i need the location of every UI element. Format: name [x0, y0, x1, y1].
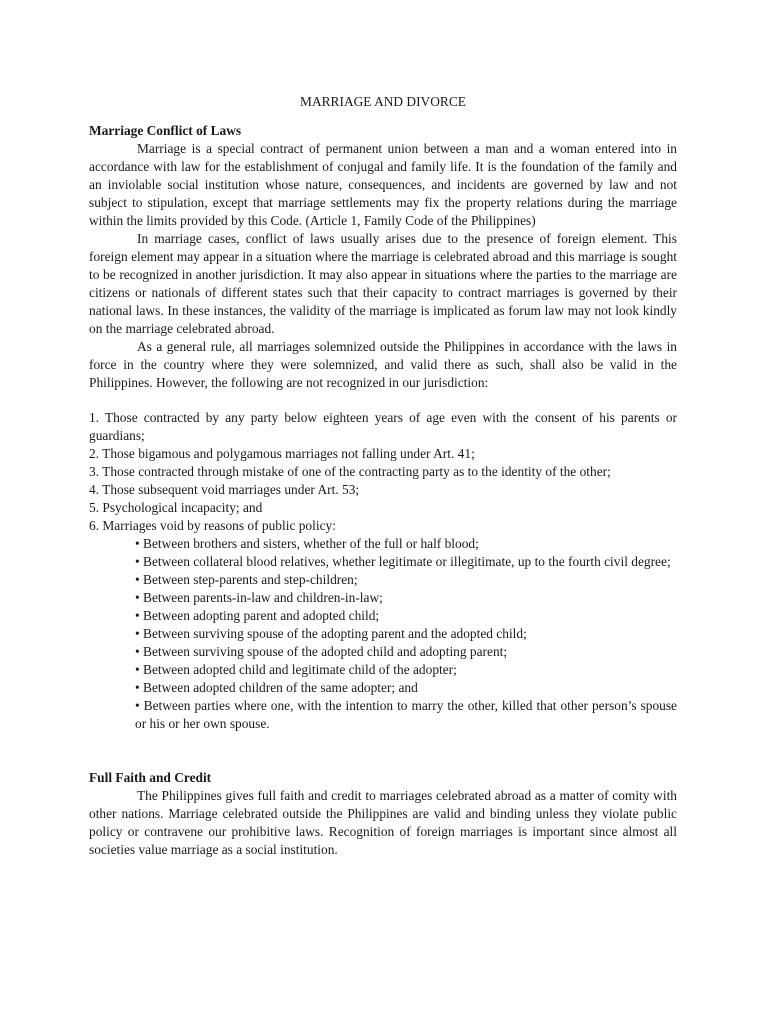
paragraph-full-faith: The Philippines gives full faith and credit to marriages celebrated abroad as a matter of comity with other nations. Marriage celebrated outside the Philippines are valid and binding unless they violate public policy or contravene our prohibitive laws. Recognition of foreign marriages is important since almost all societies value marriage as a social institution. [89, 788, 677, 857]
document-title: MARRIAGE AND DIVORCE [300, 94, 466, 109]
exceptions-list [89, 409, 677, 535]
paragraph-general-rule: As a general rule, all marriages solemnized outside the Philippines in accordance with the laws in force in the country where they were solemnized, and valid there as such, shall also be valid in the Philippines. However, the following are not recognized in our jurisdiction: [89, 339, 677, 390]
public-policy-list [89, 535, 677, 733]
bullet-item: • Between parents-in-law and children-in-law; [135, 590, 383, 605]
bullet-item: • Between adopted child and legitimate child of the adopter; [135, 662, 457, 677]
list-item: 3. Those contracted through mistake of one of the contracting party as to the identity of the other; [89, 464, 611, 479]
bullet-item: • Between collateral blood relatives, whether legitimate or illegitimate, up to the fourth civil degree; [135, 554, 671, 569]
paragraph-foreign-element: In marriage cases, conflict of laws usually arises due to the presence of foreign element. This foreign element may appear in a situation where the marriage is celebrated abroad and this marriage is sought to be recognized in another jurisdiction. It may also appear in situations where the parties to the marriage are citizens or nationals of different states such that their capacity to contract marriages is governed by their national laws. In these instances, the validity of the marriage is implicated as forum law may not look kindly on the marriage celebrated abroad. [89, 231, 677, 336]
list-item: 1. Those contracted by any party below eighteen years of age even with the consent of his parents or guardians; [89, 410, 677, 443]
section-spacer [89, 733, 677, 769]
list-item: 5. Psychological incapacity; and [89, 500, 263, 515]
list-item: 2. Those bigamous and polygamous marriages not falling under Art. 41; [89, 446, 475, 461]
bullet-item: • Between step-parents and step-children; [135, 572, 358, 587]
section-heading-full-faith: Full Faith and Credit [89, 770, 212, 785]
bullet-item: • Between adopting parent and adopted child; [135, 608, 380, 623]
bullet-item: • Between parties where one, with the intention to marry the other, killed that other person’s spouse or his or her own spouse. [135, 698, 677, 731]
bullet-item: • Between brothers and sisters, whether of the full or half blood; [135, 536, 479, 551]
bullet-item: • Between surviving spouse of the adopted child and adopting parent; [135, 644, 508, 659]
paragraph-definition: Marriage is a special contract of permanent union between a man and a woman entered into in accordance with law for the establishment of conjugal and family life. It is the foundation of the family and an inviolable social institution whose nature, consequences, and incidents are governed by law and not subject to stipulation, except that marriage settlements may fix the property relations during the marriage within the limits provided by this Code. (Article 1, Family Code of the Philippines) [89, 141, 677, 228]
list-item: 4. Those subsequent void marriages under Art. 53; [89, 482, 360, 497]
document-body [89, 93, 677, 859]
section-heading-conflict-of-laws: Marriage Conflict of Laws [89, 123, 242, 138]
bullet-item: • Between surviving spouse of the adopting parent and the adopted child; [135, 626, 527, 641]
bullet-item: • Between adopted children of the same adopter; and [135, 680, 418, 695]
list-item: 6. Marriages void by reasons of public policy: [89, 518, 336, 533]
